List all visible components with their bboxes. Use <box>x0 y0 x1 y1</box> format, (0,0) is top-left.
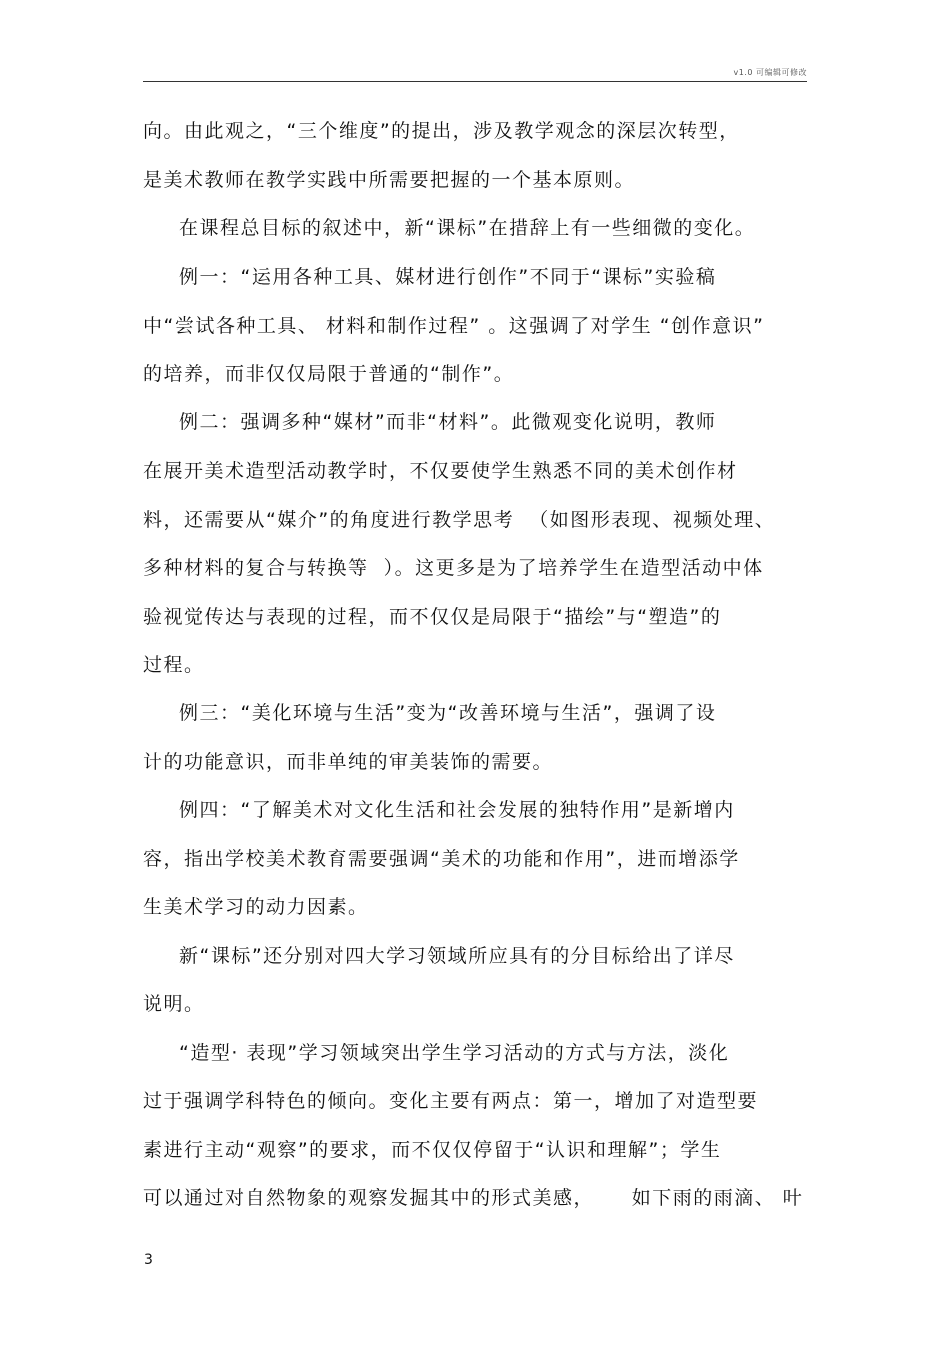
text-line: 在课程总目标的叙述中，新“课标”在措辞上有一些细微的变化。 <box>179 217 756 239</box>
text-line: 例二：强调多种“媒材”而非“材料”。此微观变化说明，教师 <box>179 411 717 433</box>
text-line: 验视觉传达与表现的过程，而不仅仅是局限于“描绘”与“塑造”的 <box>143 606 722 628</box>
page-number: 3 <box>144 1252 153 1268</box>
text-line: 例三：“美化环境与生活”变为“改善环境与生活”，强调了设 <box>179 702 717 724</box>
text-line: 在展开美术造型活动教学时，不仅要使学生熟悉不同的美术创作材 <box>143 460 738 482</box>
text-line: 多种材料的复合与转换等 ）。这更多是为了培养学生在造型活动中体 <box>143 557 764 579</box>
text-line: 料，还需要从“媒介”的角度进行教学思考 （如图形表现、视频处理、 <box>143 509 776 531</box>
text-line: 计的功能意识，而非单纯的审美装饰的需要。 <box>143 751 554 773</box>
text-line: 是美术教师在教学实践中所需要把握的一个基本原则。 <box>143 169 636 191</box>
text-line: 的培养，而非仅仅局限于普通的“制作”。 <box>143 363 515 385</box>
text-line: 容，指出学校美术教育需要强调“美术的功能和作用”，进而增添学 <box>143 848 740 870</box>
text-line: 新“课标”还分别对四大学习领域所应具有的分目标给出了详尽 <box>179 945 735 967</box>
header-divider <box>143 81 807 82</box>
text-line: 例四：“了解美术对文化生活和社会发展的独特作用”是新增内 <box>179 799 735 821</box>
text-line: 过于强调学科特色的倾向。变化主要有两点：第一，增加了对造型要 <box>143 1090 759 1112</box>
text-line: 素进行主动“观察”的要求，而不仅仅停留于“认识和理解”；学生 <box>143 1139 722 1161</box>
text-line: 例一：“运用各种工具、媒材进行创作”不同于“课标”实验稿 <box>179 266 717 288</box>
version-label: v1.0 可编辑可修改 <box>733 68 807 77</box>
text-line: 向。由此观之，“三个维度”的提出，涉及教学观念的深层次转型， <box>143 120 740 142</box>
text-line: 说明。 <box>143 993 205 1015</box>
text-line: 可以通过对自然物象的观察发掘其中的形式美感， 如下雨的雨滴、 叶 <box>143 1187 804 1209</box>
text-line: 过程。 <box>143 654 205 676</box>
text-line: “造型· 表现”学习领域突出学生学习活动的方式与方法，淡化 <box>179 1042 730 1064</box>
text-line: 生美术学习的动力因素。 <box>143 896 369 918</box>
text-line: 中“尝试各种工具、 材料和制作过程” 。这强调了对学生 “创作意识” <box>143 315 765 337</box>
